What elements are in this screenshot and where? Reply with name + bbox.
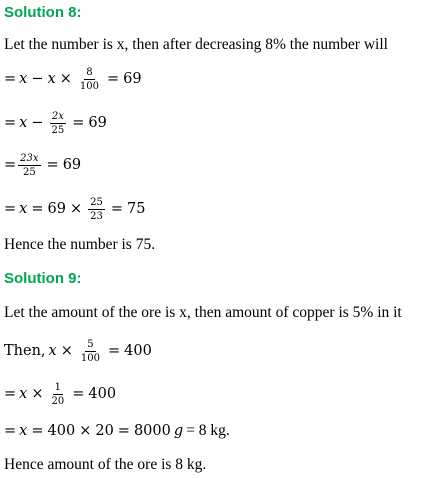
- solution-8-intro: Let the number is x, then after decreasing 8% the number will: [4, 36, 388, 53]
- solution-9-heading: Solution 9:: [4, 270, 82, 287]
- solution-9-step-3: = x = 400 × 20 = 8000 g = 8 kg.: [4, 422, 230, 439]
- solution-8-step-3: = $\frac{23x}{25}$ = 69: [4, 152, 82, 178]
- fraction: $\frac{23x}{25}$: [20, 152, 39, 178]
- fraction: $\frac{2x}{25}$: [51, 110, 65, 136]
- solution-9-step-1: Then, x × $\frac{5}{100}$ = 400: [4, 338, 152, 364]
- fraction: $\frac{25}{23}$: [90, 196, 103, 222]
- solution-8-step-2: = x − $\frac{2x}{25}$ = 69: [4, 110, 107, 136]
- solution-8-heading: Solution 8:: [4, 4, 82, 21]
- fraction: $\frac{8}{100}$: [79, 66, 99, 92]
- fraction: $\frac{5}{100}$: [80, 338, 100, 364]
- fraction: $\frac{1}{20}$: [51, 381, 65, 407]
- solution-8-step-4: = x = 69 × $\frac{25}{23}$ = 75: [4, 196, 146, 222]
- solution-9-step-2: = x × $\frac{1}{20}$ = 400: [4, 381, 117, 407]
- solution-8-conclusion: Hence the number is 75.: [4, 236, 156, 253]
- solution-9-intro: Let the amount of the ore is x, then amount of copper is 5% in it: [4, 304, 402, 321]
- solution-9-conclusion: Hence amount of the ore is 8 kg.: [4, 456, 207, 473]
- solution-8-step-1: = x − x × $\frac{8}{100}$ = 69: [4, 66, 142, 92]
